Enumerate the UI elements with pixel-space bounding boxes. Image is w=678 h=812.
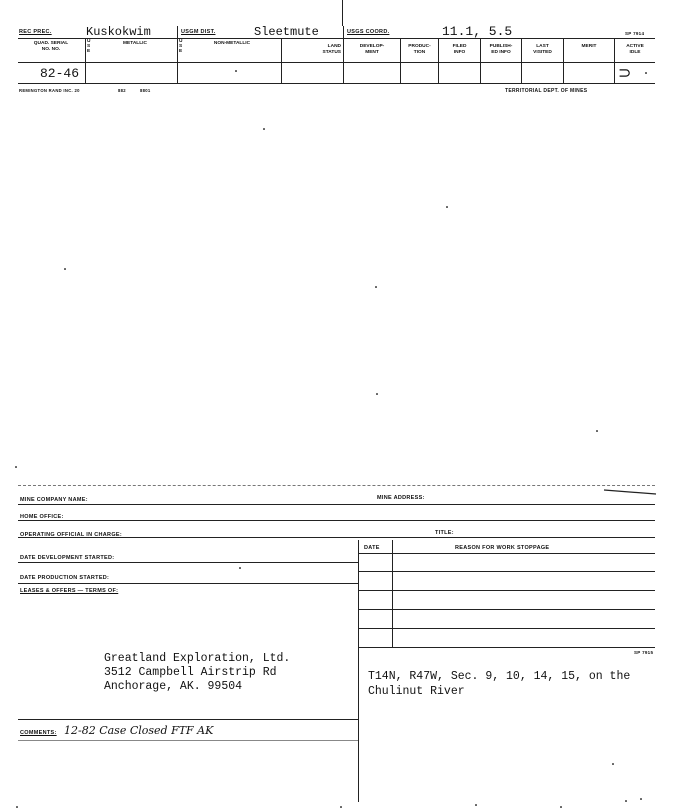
- printer-imprint: REMINGTON RAND INC. 20: [19, 88, 80, 93]
- filed-info-label: FILED INFO: [452, 44, 467, 55]
- home-office-label: HOME OFFICE:: [20, 514, 64, 520]
- usgm-dist-value: Sleetmute: [254, 25, 319, 39]
- metallic-label: METALLIC: [123, 41, 147, 46]
- non-metallic-label: NON-METALLIC: [213, 41, 251, 46]
- mine-address-label: MINE ADDRESS:: [377, 495, 425, 501]
- form-code-bottom: SP 7915: [634, 650, 654, 655]
- active-idle-mark: ⊃: [618, 63, 632, 82]
- location-line-2: Chulinut River: [368, 685, 465, 698]
- rec-prec-label: REC PREC.: [19, 29, 52, 35]
- rec-prec-value: Kuskokwim: [86, 25, 151, 39]
- quad-serial-value: 82-46: [40, 66, 80, 81]
- production-label: PRODUC- TION: [408, 44, 431, 55]
- land-status-label: LAND STATUS: [322, 44, 341, 55]
- active-idle-label: ACTIVE IDLE: [626, 44, 644, 55]
- use-label-metallic: U S E: [87, 39, 91, 54]
- merit-label: MERIT: [581, 44, 597, 49]
- leases-label: LEASES & OFFERS — TERMS OF:: [20, 588, 119, 594]
- address-line-2: 3512 Campbell Airstrip Rd: [104, 666, 277, 679]
- development-label: DEVELOP- MENT: [359, 44, 385, 55]
- address-line-1: Greatland Exploration, Ltd.: [104, 652, 291, 665]
- mine-company-label: MINE COMPANY NAME:: [20, 497, 88, 503]
- location-line-1: T14N, R47W, Sec. 9, 10, 14, 15, on the: [368, 670, 631, 683]
- usgs-coord-value: 11.1, 5.5: [442, 24, 513, 39]
- usgs-coord-label: USGS COORD.: [347, 29, 390, 35]
- published-info-label: PUBLISH- ED INFO: [489, 44, 513, 55]
- address-line-3: Anchorage, AK. 99504: [104, 680, 243, 693]
- title-label: TITLE:: [435, 530, 454, 536]
- date-development-label: DATE DEVELOPMENT STARTED:: [20, 555, 115, 561]
- comments-label: COMMENTS:: [20, 730, 57, 736]
- date-column-label: DATE: [364, 545, 380, 551]
- usgm-dist-label: USGM DIST.: [181, 29, 216, 35]
- last-visited-label: LAST VISITED: [533, 44, 552, 55]
- form-code-top: SP 7914: [625, 31, 645, 36]
- department-label: TERRITORIAL DEPT. OF MINES: [505, 88, 588, 94]
- comments-handwriting: 12-82 Case Closed FTF AK: [64, 724, 214, 737]
- use-label-nonmetallic: U S E: [179, 39, 183, 54]
- reason-column-label: REASON FOR WORK STOPPAGE: [455, 545, 550, 551]
- operating-official-label: OPERATING OFFICIAL IN CHARGE:: [20, 532, 122, 538]
- date-production-label: DATE PRODUCTION STARTED:: [20, 575, 110, 581]
- printer-code-2: 8801: [140, 88, 151, 93]
- scan-mark-top-right: [600, 480, 660, 500]
- printer-code-1: 882: [118, 88, 126, 93]
- quad-serial-label: QUAD. SERIAL NO. NO.: [33, 41, 69, 52]
